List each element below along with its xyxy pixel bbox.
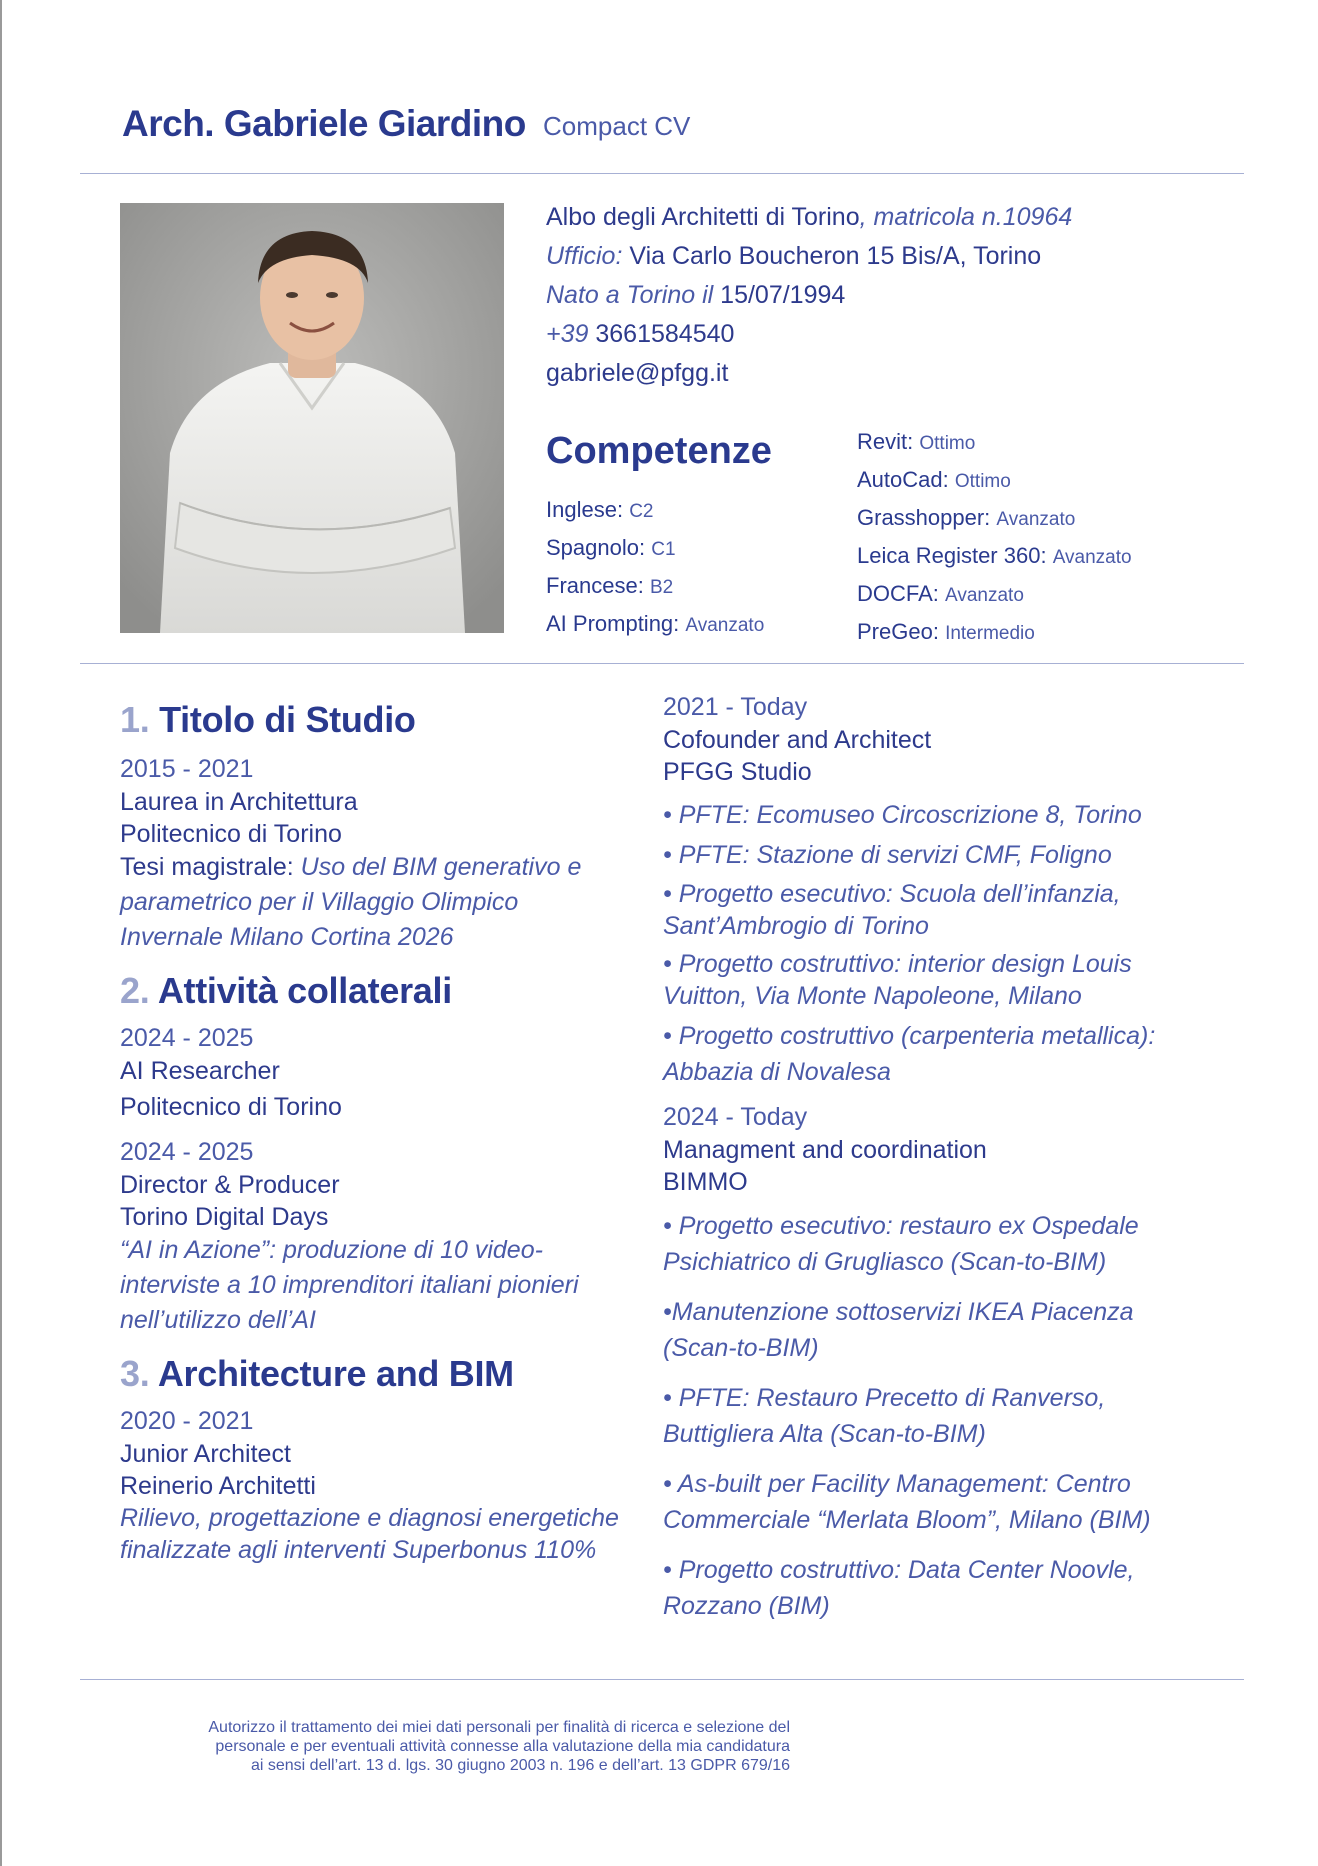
cv-subtitle: Compact CV [543,111,691,141]
entry-title: AI Researcher [120,1057,280,1085]
albo-line [546,198,1072,237]
skill-level: B2 [649,577,674,598]
thesis [120,850,620,955]
entry-institution: Politecnico di Torino [120,1093,342,1121]
skill-label: Spagnolo: [546,535,646,560]
email-link[interactable]: gabriele@pfgg.it [546,359,729,387]
entry-title: Junior Architect [120,1440,291,1468]
skill-level: Avanzato [945,585,1024,606]
skill-label: Inglese: [546,497,624,522]
section-number: 2. [120,970,150,1011]
skill-item [546,492,764,530]
skill-label: AutoCad: [857,467,949,492]
skill-label: DOCFA: [857,581,939,606]
email-line [546,354,1072,393]
section-title: Attività collaterali [157,970,452,1011]
skills-divider [80,663,1244,664]
thesis-colon: : [286,853,294,881]
matricola: , matricola n.10964 [859,203,1073,231]
office-address: Via Carlo Boucheron 15 Bis/A, Torino [622,242,1042,270]
entry-description: “AI in Azione”: produzione di 10 video-interviste a 10 imprenditori italiani pionieri nell’utilizzo dell’AI [120,1236,579,1334]
entry-institution: Reinerio Architetti [120,1472,316,1500]
project-item: • PFTE: Restauro Precetto di Ranverso, Buttigliera Alta (Scan-to-BIM) [663,1384,1106,1448]
right-column [663,690,1203,1624]
thesis-label: Tesi magistrale [120,853,287,881]
entry-description: Rilievo, progettazione e diagnosi energetiche finalizzate agli interventi Superbonus 110% [120,1504,619,1564]
skill-item [857,424,1132,462]
phone-prefix: +39 [546,320,589,348]
entry-role: Managment and coordination [663,1136,987,1164]
project-item: • PFTE: Ecomuseo Circoscrizione 8, Torino [663,801,1142,829]
entry-date: 2024 - 2025 [120,1138,254,1166]
section-title-architecture [120,1352,620,1396]
entry-title: Director & Producer [120,1171,340,1199]
skill-item [857,500,1132,538]
project-item: • As-built per Facility Management: Centro Commerciale “Merlata Bloom”, Milano (BIM) [663,1470,1151,1534]
skill-label: Leica Register 360: [857,543,1047,568]
section-number: 1. [120,699,150,740]
entry-date: 2024 - Today [663,1103,808,1131]
skill-level: Intermedio [945,623,1035,644]
skill-level: Ottimo [954,471,1011,492]
entry-date: 2021 - Today [663,693,808,721]
entry-company: PFGG Studio [663,758,812,786]
phone-number[interactable]: 3661584540 [588,320,735,348]
birth-label: Nato a Torino il [546,281,714,309]
entry-institution: Torino Digital Days [120,1203,329,1231]
skill-item [546,530,764,568]
privacy-line: ai sensi dell’art. 13 d. lgs. 30 giugno 2003 n. 196 e dell’art. 13 GDPR 679/16 [250,1757,790,1774]
section-number: 3. [120,1353,150,1394]
thesis-title: Uso del BIM generativo e parametrico per il Villaggio Olimpico Invernale Milano Cortina 2026 [120,853,582,951]
section-title-activities [120,969,620,1013]
entry-institution: Politecnico di Torino [120,820,342,848]
skill-item [857,576,1132,614]
entry-date: 2024 - 2025 [120,1024,254,1052]
skill-level: C2 [629,501,654,522]
skill-level: Avanzato [1052,547,1132,568]
skill-level: Avanzato [996,509,1076,530]
skill-label: Grasshopper: [857,505,991,530]
page-left-edge [0,0,2,1866]
entry-title: Laurea in Architettura [120,788,358,816]
left-column [120,698,620,1566]
skill-label: PreGeo: [857,619,939,644]
skill-label: AI Prompting: [546,611,680,636]
project-item: • Progetto costruttivo: interior design Louis Vuitton, Via Monte Napoleone, Milano [663,950,1132,1010]
skill-level: Ottimo [919,433,976,454]
cv-name: Arch. Gabriele Giardino [122,103,526,144]
project-item: • Progetto costruttivo: Data Center Noovle, Rozzano (BIM) [663,1556,1135,1620]
skill-item [546,606,764,644]
profile-photo [120,203,504,633]
skill-item [857,538,1132,576]
contact-block [546,198,1072,393]
skill-label: Francese: [546,573,644,598]
section-title: Architecture and BIM [157,1353,514,1394]
albo: Albo degli Architetti di Torino [546,203,860,231]
entry-date: 2015 - 2021 [120,755,254,783]
header-divider [80,173,1244,174]
skill-item [857,462,1132,500]
project-item: • Progetto esecutivo: restauro ex Ospedale Psichiatrico di Grugliasco (Scan-to-BIM) [663,1212,1139,1276]
footer-divider [80,1679,1244,1680]
skill-level: C1 [651,539,676,560]
privacy-line: Autorizzo il trattamento dei miei dati personali per finalità di ricerca e selezione del [208,1719,790,1736]
privacy-consent [100,1718,790,1775]
office-line [546,237,1072,276]
portrait-illustration [120,203,504,633]
skills-languages [546,492,764,644]
skill-item [546,568,764,606]
skill-item [857,614,1132,652]
office-label: Ufficio: [546,242,623,270]
project-item: • Progetto esecutivo: Scuola dell’infanzia, Sant’Ambrogio di Torino [663,880,1121,940]
skills-software [857,424,1132,652]
birth-date: 15/07/1994 [713,281,846,309]
project-item: • Progetto costruttivo (carpenteria metallica): Abbazia di Novalesa [663,1022,1156,1086]
privacy-line: personale e per eventuali attività connesse alla valutazione della mia candidatura [215,1738,790,1755]
entry-role: Cofounder and Architect [663,726,932,754]
project-item: •Manutenzione sottoservizi IKEA Piacenza (Scan-to-BIM) [663,1298,1134,1362]
skill-level: Avanzato [685,615,765,636]
birth-line [546,276,1072,315]
project-item: • PFTE: Stazione di servizi CMF, Foligno [663,841,1112,869]
skills-title: Competenze [546,430,772,472]
skill-label: Revit: [857,429,914,454]
phone-line [546,315,1072,354]
section-title-education [120,698,620,742]
entry-date: 2020 - 2021 [120,1407,254,1435]
section-title: Titolo di Studio [159,699,416,740]
entry-company: BIMMO [663,1168,748,1196]
